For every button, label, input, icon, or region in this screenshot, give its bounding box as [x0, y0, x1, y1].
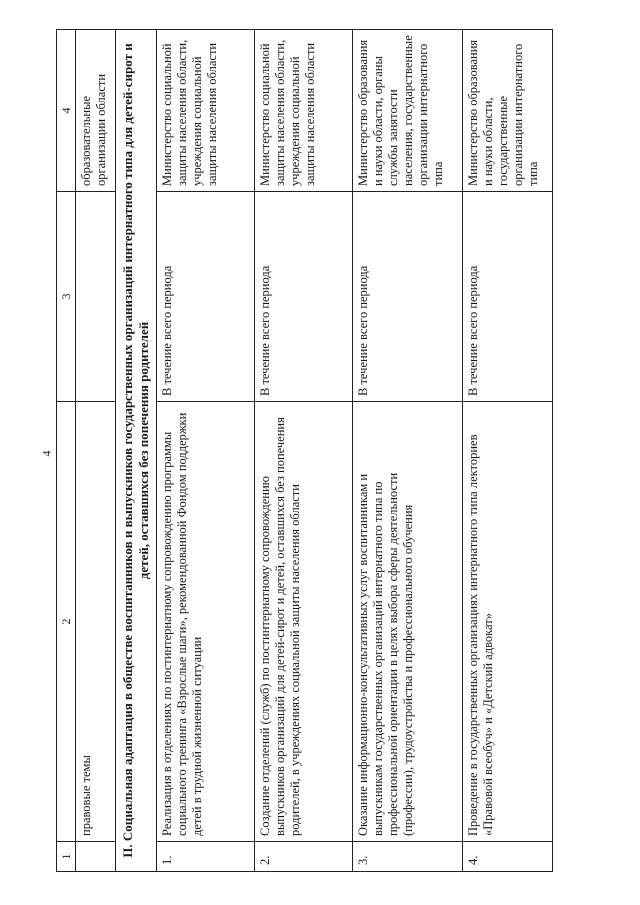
rotated-document	[56, 30, 552, 872]
table-row	[353, 30, 463, 872]
row-activity: Реализация в отделениях по постинтернатному сопровождению программы социального тренинга «Взрослые шаги», рекомендованной Фондом поддержки детей в трудной жизненной ситуации	[157, 402, 255, 842]
column-number-row	[57, 30, 76, 872]
row-number: 3.	[353, 842, 463, 872]
row-number: 1.	[157, 842, 255, 872]
row-period: В течение всего периода	[463, 192, 553, 402]
table-row	[463, 30, 553, 872]
column-number-1: 1	[57, 842, 76, 872]
plan-table	[56, 29, 553, 872]
carry-over-row	[76, 30, 116, 872]
column-number-2: 2	[57, 402, 76, 842]
carry-period-cell	[76, 192, 116, 402]
row-executors: Министерство социальной защиты населения области, учреждения социальной защиты населения области	[157, 30, 255, 192]
section-title-row	[116, 30, 157, 872]
page-number: 4	[39, 450, 54, 457]
row-executors: Министерство социальной защиты населения области, учреждения социальной защиты населения области	[255, 30, 353, 192]
table-row	[157, 30, 255, 872]
column-number-3: 3	[57, 192, 76, 402]
row-activity: Проведение в государственных организациях интернатного типа лекториев «Правовой всеобуч» и «Детский адвокат»	[463, 402, 553, 842]
section-title: II. Социальная адаптация в обществе воспитанников и выпускников государственных организаций интернатного типа для детей-сирот и детей, оставшихся без попечения родителей	[116, 30, 157, 872]
row-activity: Создание отделений (служб) по постинтернатному сопровождению выпускников организаций для детей-сирот и детей, оставшихся без попечения родителей, в учреждениях социальной защиты населения области	[255, 402, 353, 842]
row-period: В течение всего периода	[157, 192, 255, 402]
row-period: В течение всего периода	[255, 192, 353, 402]
carry-executors-cell: образовательные организации области	[76, 30, 116, 192]
row-activity: Оказание информационно-консультативных услуг воспитанникам и выпускникам государственных организаций интернатного типа по профессиональной ориентации в целях выбора сферы деятельности (профессии), трудоустройства и профессионального обучения	[353, 402, 463, 842]
row-executors: Министерство образования и науки области, органы службы занятости населения, государственные организации интернатного типа	[353, 30, 463, 192]
row-period: В течение всего периода	[353, 192, 463, 402]
carry-number-cell	[76, 842, 116, 872]
carry-activity-cell: правовые темы	[76, 402, 116, 842]
table-row	[255, 30, 353, 872]
row-number: 2.	[255, 842, 353, 872]
column-number-4: 4	[57, 30, 76, 192]
row-executors: Министерство образования и науки области, государственные организации интернатного типа	[463, 30, 553, 192]
row-number: 4.	[463, 842, 553, 872]
